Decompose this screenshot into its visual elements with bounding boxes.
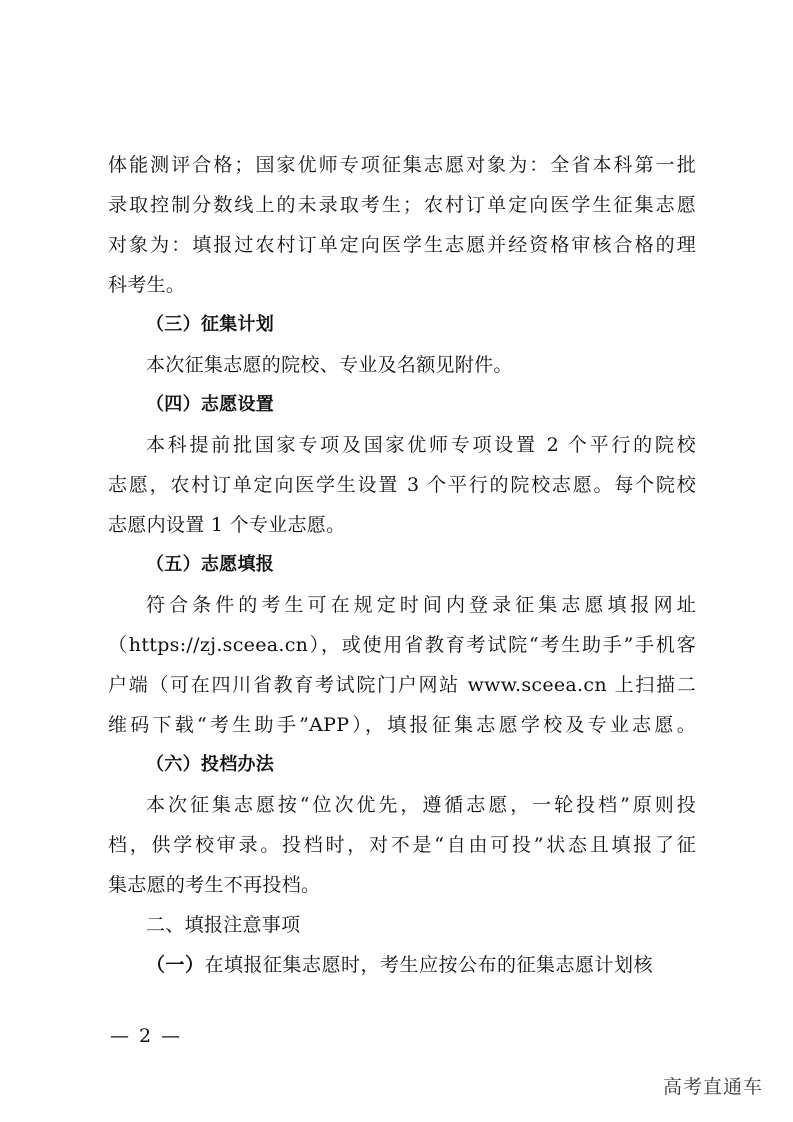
chapter-heading: 二、填报注意事项 — [146, 914, 301, 936]
paragraph-line: （https://zj.sceea.cn），或使用省教育考试院“考生助手”手机客 — [108, 634, 696, 656]
paragraph-line: 志愿，农村订单定向医学生设置 3 个平行的院校志愿。每个院校 — [108, 474, 696, 496]
watermark: 高考直通车 — [662, 1076, 763, 1098]
paragraph-line: 录取控制分数线上的未录取考生；农村订单定向医学生征集志愿 — [108, 194, 696, 216]
paragraph-line: 符合条件的考生可在规定时间内登录征集志愿填报网址 — [146, 594, 696, 616]
paragraph-line: 志愿内设置 1 个专业志愿。 — [108, 514, 346, 536]
item-number: （一） — [146, 954, 205, 976]
item-text: 在填报征集志愿时，考生应按公布的征集志愿计划核 — [204, 954, 654, 976]
paragraph-line: 本科提前批国家专项及国家优师专项设置 2 个平行的院校 — [146, 434, 696, 456]
page-number: — 2 — — [110, 1025, 183, 1047]
paragraph-line: 集志愿的考生不再投档。 — [108, 874, 321, 896]
paragraph-line — [146, 952, 696, 978]
section-heading: （六）投档办法 — [146, 754, 275, 775]
section-heading: （四）志愿设置 — [146, 394, 275, 415]
section-heading: （三）征集计划 — [146, 314, 275, 335]
paragraph-line: 维码下载“考生助手”APP），填报征集志愿学校及专业志愿。 — [108, 714, 696, 736]
paragraph-line: 本次征集志愿的院校、专业及名额见附件。 — [146, 354, 513, 376]
paragraph-line: 本次征集志愿按“位次优先，遵循志愿，一轮投档”原则投 — [146, 794, 696, 816]
paragraph-line: 体能测评合格；国家优师专项征集志愿对象为：全省本科第一批 — [108, 154, 696, 176]
paragraph-line: 档，供学校审录。投档时，对不是“自由可投”状态且填报了征 — [108, 834, 696, 856]
paragraph-line: 户端（可在四川省教育考试院门户网站 www.sceea.cn 上扫描二 — [108, 674, 696, 696]
paragraph-line: 对象为：填报过农村订单定向医学生志愿并经资格审核合格的理 — [108, 234, 696, 256]
paragraph-line: 科考生。 — [108, 274, 186, 296]
section-heading: （五）志愿填报 — [146, 554, 275, 575]
